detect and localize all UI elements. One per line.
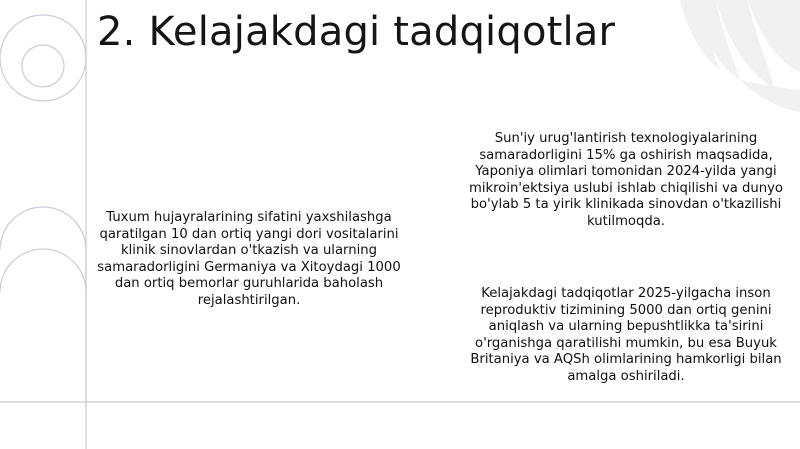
outer-circle-decoration [0, 15, 86, 101]
paragraph-egg-cell-research: Tuxum hujayralarining sifatini yaxshilashga qaratilgan 10 dan ortiq yangi dori vositalarini klinik sinovlardan o'tkazish va ularning samaradorligini Germaniya va Xitoydagi 1000 dan ortiq bemorlar guruhlarida baholash rejalashtirilgan. [97, 210, 401, 308]
leaf-watermark-icon [680, 0, 800, 112]
paragraph-gene-research: Kelajakdagi tadqiqotlar 2025-yilgacha inson reproduktiv tizimining 5000 dan ortiq genini aniqlash va ularning bepushtlikka ta'sirini o'rganishga qaratilishi mumkin, bu esa Buyuk Britaniya va AQSh olimlarining hamkorligi bilan amalga oshiriladi. [470, 286, 782, 384]
inner-circle-decoration [22, 45, 64, 87]
slide-title: 2. Kelajakdagi tadqiqotlar [97, 9, 616, 55]
paragraph-ivf-efficiency: Sun'iy urug'lantirish texnologiyalarining samaradorligini 15% ga oshirish maqsadida, Yaponiya olimlari tomonidan 2024-yilda yangi mikroin'ektsiya uslubi ishlab chiqilishi va dunyo bo'ylab 5 ta yirik klinikada sinovdan o'tkazilishi kutilmoqda. [469, 131, 783, 229]
arch-decoration [0, 207, 86, 402]
lower-arch-decoration [0, 249, 86, 292]
